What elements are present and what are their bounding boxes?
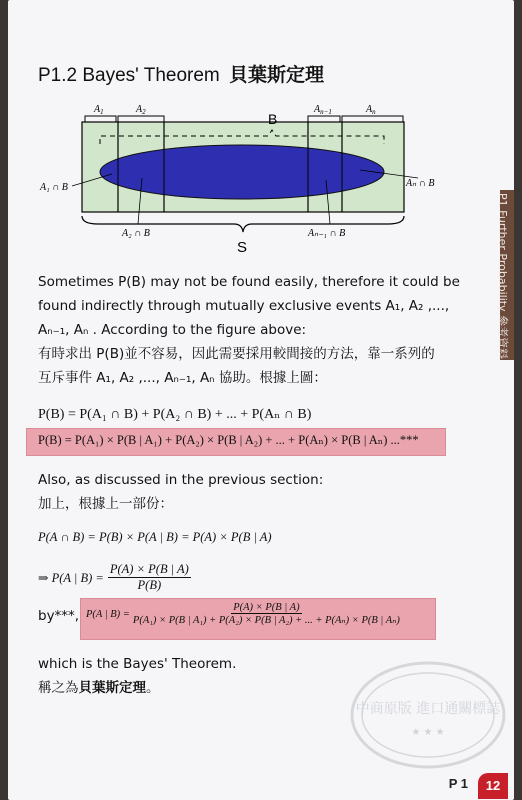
label-an: $A_n$ bbox=[366, 104, 376, 116]
ellipse-b bbox=[100, 145, 384, 199]
page bbox=[8, 0, 514, 800]
bracket-an bbox=[342, 116, 403, 122]
by-label: by***, bbox=[38, 608, 80, 624]
bracket-a2 bbox=[118, 116, 164, 122]
paragraph-en-3: which is the Bayes' Theorem. 稱之為貝葉斯定理。 bbox=[38, 656, 237, 696]
equation-total-probability: P(B) = P(A₁ ∩ B) + P(A₂ ∩ B) + ... + P(Aₙ ∩ B) bbox=[38, 407, 312, 422]
page-number-badge: 12 bbox=[478, 773, 508, 799]
label-a2: $A_2$ bbox=[136, 104, 146, 116]
label-an-cap-b: Aₙ ∩ B bbox=[406, 178, 435, 189]
equation-bayes: P(A | B) = P(A) × P(B | A) P(A₁) × P(B | A₁) + P(A₂) × P(B | A₂) + ... + P(Aₙ) × P(B | Aₙ) bbox=[86, 602, 400, 626]
section-title: P1.2 Bayes' Theorem bbox=[38, 65, 220, 86]
watermark-stamp-icon bbox=[348, 655, 508, 775]
label-an1: $A_{n-1}$ bbox=[314, 104, 332, 116]
label-s: S bbox=[237, 239, 248, 256]
label-an1-cap-b: Aₙ₋₁ ∩ B bbox=[308, 228, 346, 239]
bracket-a1 bbox=[85, 116, 116, 122]
svg-text:★ ★ ★: ★ ★ ★ bbox=[411, 727, 445, 738]
bracket-an1 bbox=[308, 116, 340, 122]
equation-expanded: P(B) = P(A₁) × P(B | A₁) + P(A₂) × P(B | A₂) + ... + P(Aₙ) × P(B | Aₙ) ...*** bbox=[38, 433, 419, 447]
label-a2-cap-b: A₂ ∩ B bbox=[122, 228, 150, 239]
paragraph-en-2: Also, as discussed in the previous section: 加上，根據上一部份： bbox=[38, 472, 324, 512]
page-title bbox=[38, 60, 324, 87]
chapter-side-tab-text: P1 Further Probability 參考資料 bbox=[496, 193, 509, 360]
paragraph-en-1: Sometimes P(B) may not be found easily, therefore it could be found indirectly through mutually exclusive events A₁, A₂ ,..., Aₙ₋₁, Aₙ . According to the figure above: 有時求出 P(B)並不容易，因此需要採用較間接的方法，靠一系列的 互斥事件 A₁, A₂ ,..., Aₙ₋₁, Aₙ 協助。根據上圖： bbox=[38, 274, 460, 386]
equation-conditional: P(A ∩ B) = P(B) × P(A | B) = P(A) × P(B | A) bbox=[38, 530, 272, 544]
equation-derived: ⇒ P(A | B) = $\frac{P(A) \times P(B | A)}{P(B)}$ bbox=[38, 562, 189, 592]
svg-text:中商原版 進口通關標誌: 中商原版 進口通關標誌 bbox=[355, 701, 501, 717]
label-a1: $A_1$ bbox=[94, 104, 104, 116]
footer-section-label: P 1 bbox=[448, 776, 468, 791]
section-title-cjk: 貝葉斯定理 bbox=[229, 64, 325, 86]
label-b: B bbox=[268, 111, 278, 127]
partition-diagram bbox=[38, 100, 468, 260]
label-a1-cap-b: A₁ ∩ B bbox=[40, 182, 68, 193]
